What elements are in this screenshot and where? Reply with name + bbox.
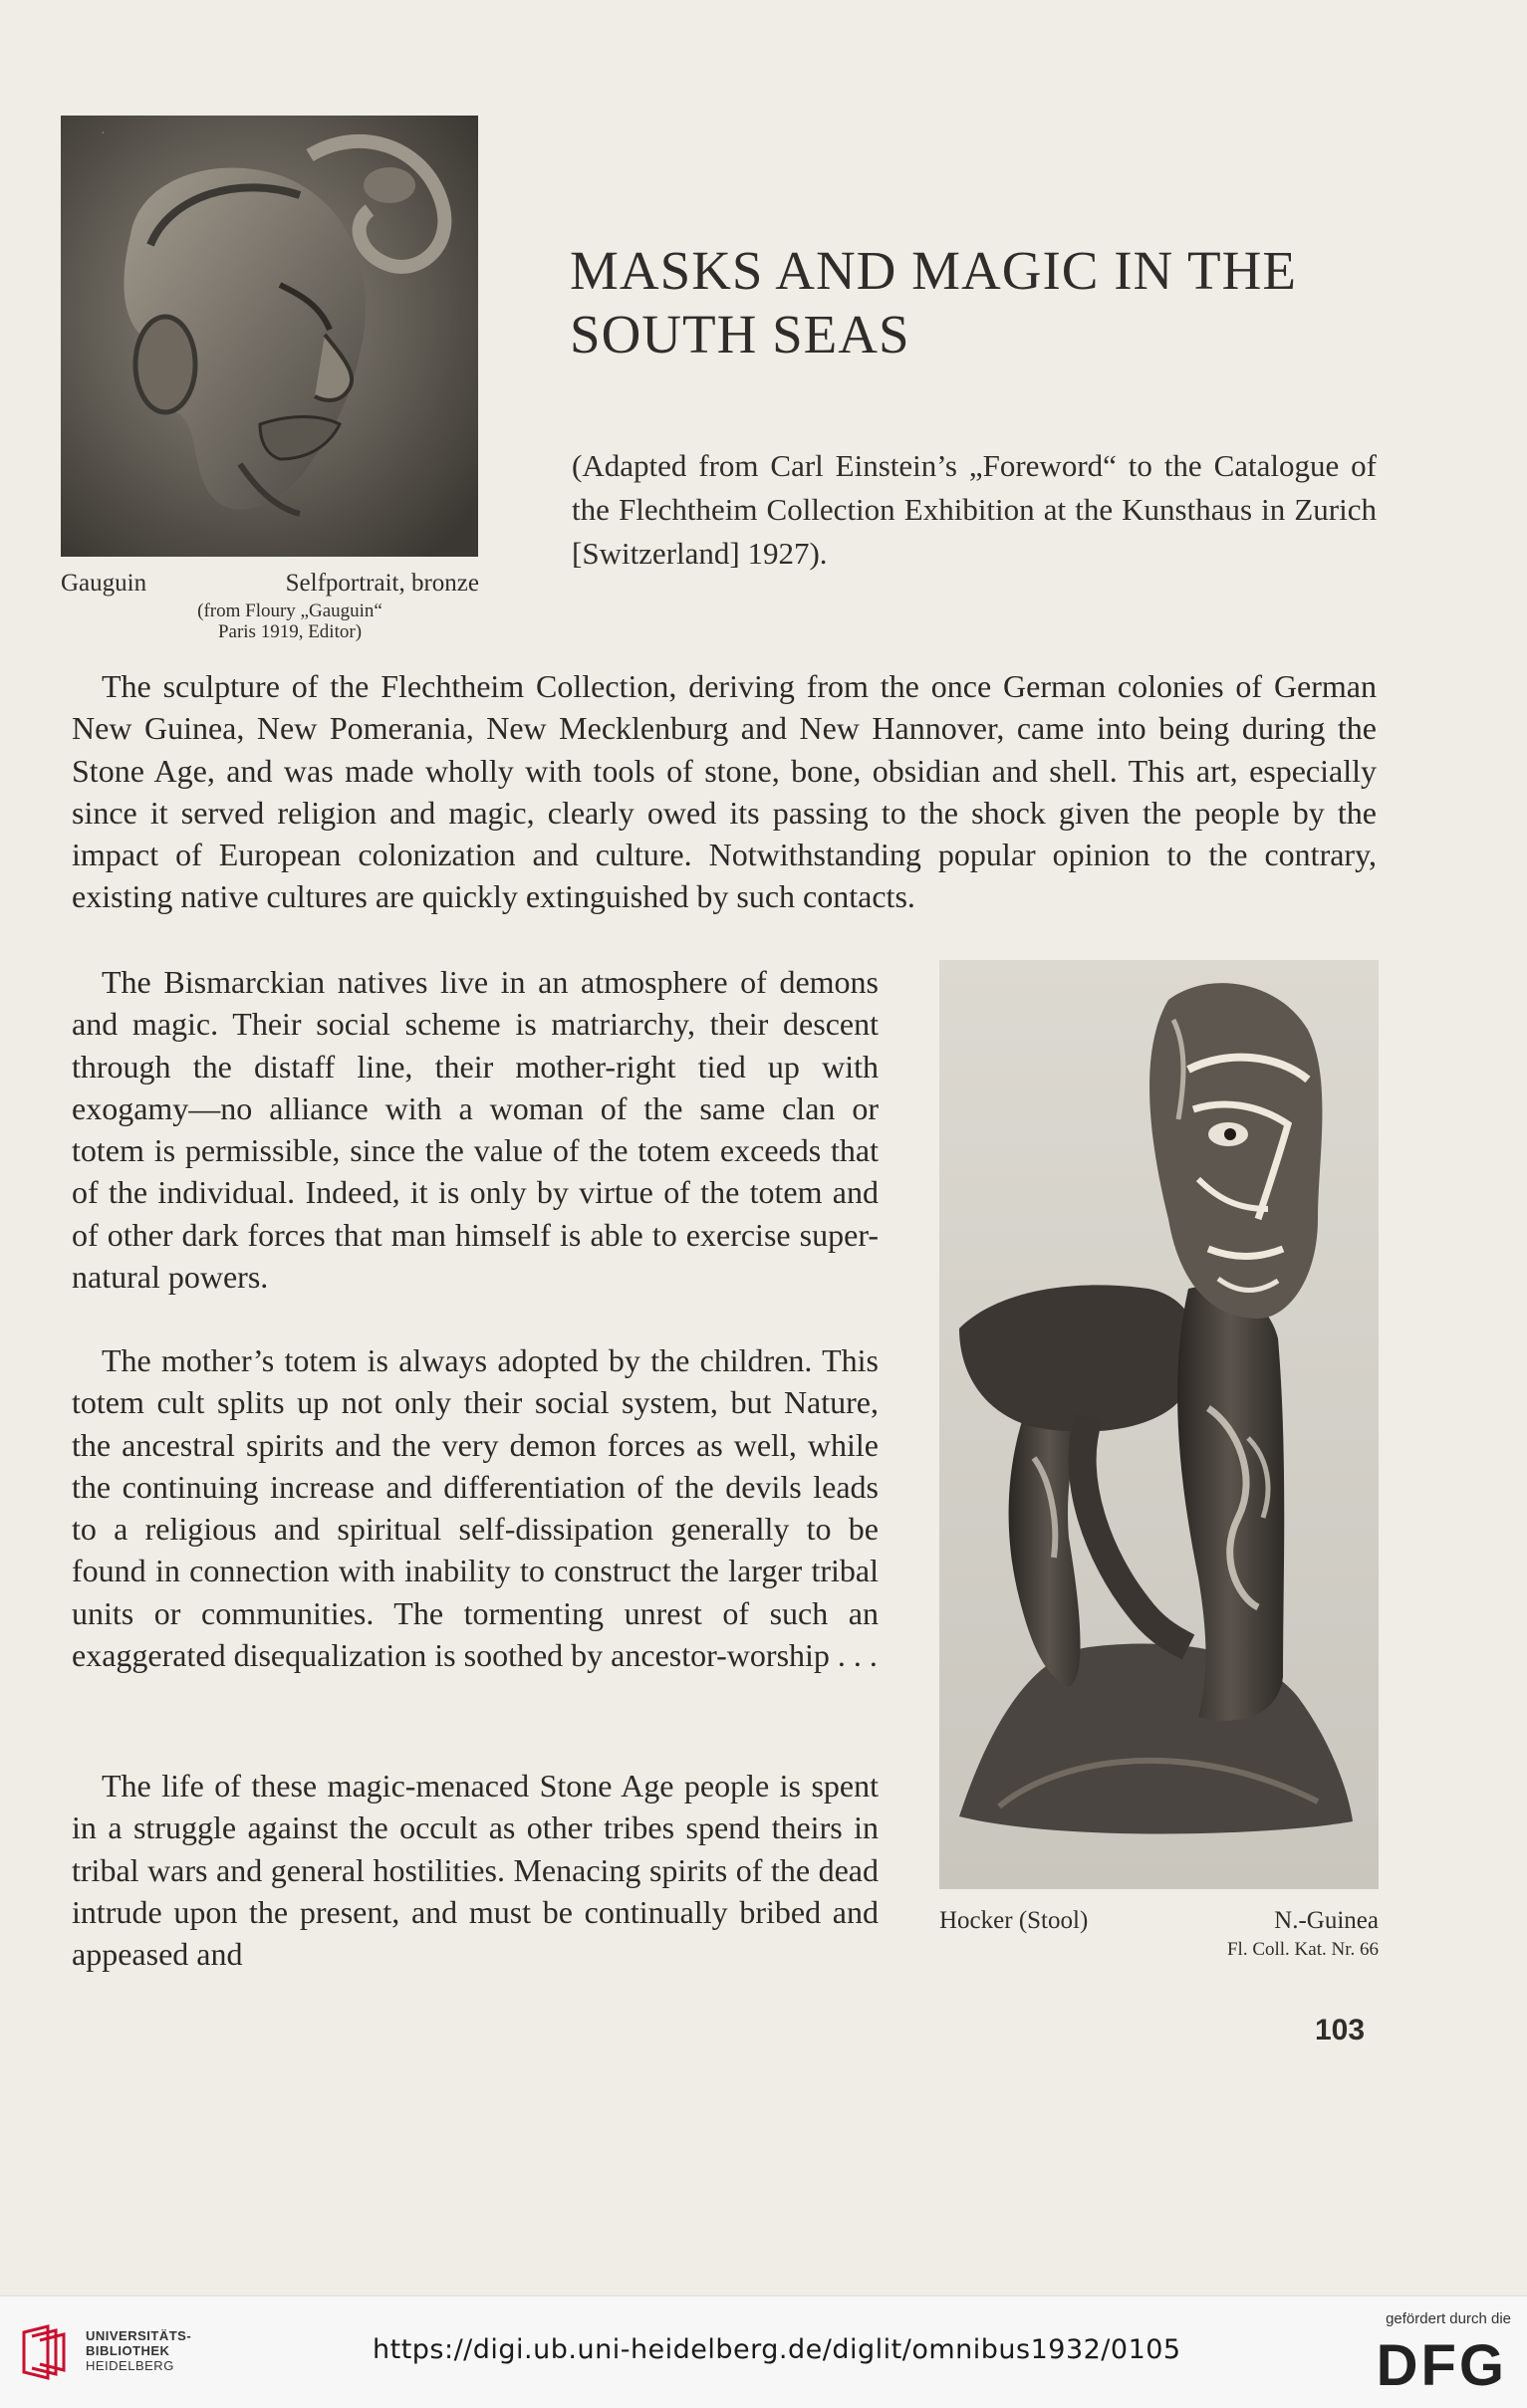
figure1-artist: Gauguin: [61, 570, 147, 597]
figure2-origin: N.-Guinea: [1274, 1907, 1379, 1934]
title-line-2: SOUTH SEAS: [570, 304, 910, 364]
figure2-caption: [939, 1907, 1379, 1961]
stool-sculpture-illustration: [939, 960, 1379, 1889]
dfg-logo: DFG: [1376, 2333, 1507, 2398]
funding-note: gefördert durch die: [1386, 2310, 1511, 2327]
figure1-source: [61, 601, 479, 642]
body-paragraph-1: The sculpture of the Flechtheim Collection, deriving from the once German colonies of German New Guinea, New Pomerania, New Mecklenburg and New Hannover, came into being during the Stone Age, and was made wholly with tools of stone, bone, obsidian and shell. This art, especially since it served religion and magic, clearly owed its passing to the shock given the people by the impact of European colonization and culture. Notwithstanding popular opinion to the contrary, existing native cultures are quickly extinguished by such contacts.: [72, 668, 1377, 915]
page-number: 103: [1315, 2014, 1366, 2047]
library-name-line-3: HEIDELBERG: [86, 2358, 174, 2373]
figure1-caption: [61, 570, 479, 642]
body-paragraph-3: The mother’s totem is always adopted by the children. This totem cult splits up not only their social system, but Nature, the ancestral spirits and the very demon forces as well, while the continuing increase and differentiation of the devils leads to a religious and spiritual self-dissipation generally to be found in connection with inability to construct the larger tribal units or communities. The tormenting unrest of such an exaggerated disequalization is soothed by ancestor-worship . . .: [72, 1342, 879, 1674]
article-title: [570, 239, 1406, 366]
library-name-line-2: BIBLIOTHEK: [86, 2343, 170, 2358]
body-paragraph-2: The Bismarckian natives live in an atmosphere of demons and magic. Their social scheme is matriarchy, their descent through the distaff line, their mother-right tied up with exogamy—no alliance with a woman of the same clan or totem is permissible, since the value of the totem exceeds that of the individual. Indeed, it is only by virtue of the totem and of other dark forces that man himself is able to exercise super-natural powers.: [72, 964, 879, 1296]
figure1-title: Selfportrait, bronze: [285, 570, 479, 597]
gauguin-selfportrait-image: [61, 116, 478, 557]
figure1-source-line-2: Paris 1919, Editor): [217, 621, 363, 642]
figure1-source-line-1: (from Floury „Gauguin“: [197, 601, 382, 621]
bronze-relief-illustration: [61, 116, 478, 557]
svg-text:·: ·: [101, 126, 106, 141]
body-paragraph-4: The life of these magic-menaced Stone Age people is spent in a struggle against the occult as other tribes spend theirs in tribal wars and general hostilities. Menacing spirits of the dead intrude upon the present, and must be continually bribed and appeased and: [72, 1768, 879, 1973]
figure2-catalogue-reference: Fl. Coll. Kat. Nr. 66: [1226, 1939, 1379, 1960]
article-source-note: (Adapted from Carl Einstein’s „Foreword“ to the Catalogue of the Flechtheim Collection Exhibition at the Kunsthaus in Zurich [Switzerland] 1927).: [572, 448, 1377, 571]
title-line-1: MASKS AND MAGIC IN THE: [570, 240, 1297, 301]
figure2-title: Hocker (Stool): [939, 1907, 1089, 1934]
university-library-name: [86, 2328, 191, 2373]
library-name-line-1: UNIVERSITÄTS-: [86, 2328, 192, 2343]
university-library-logo-icon: [18, 2322, 74, 2382]
viewer-footer-bar: [0, 2295, 1527, 2408]
permalink-url[interactable]: https://digi.ub.uni-heidelberg.de/diglit/omnibus1932/0105: [373, 2334, 1181, 2365]
hocker-stool-image: [939, 960, 1379, 1889]
